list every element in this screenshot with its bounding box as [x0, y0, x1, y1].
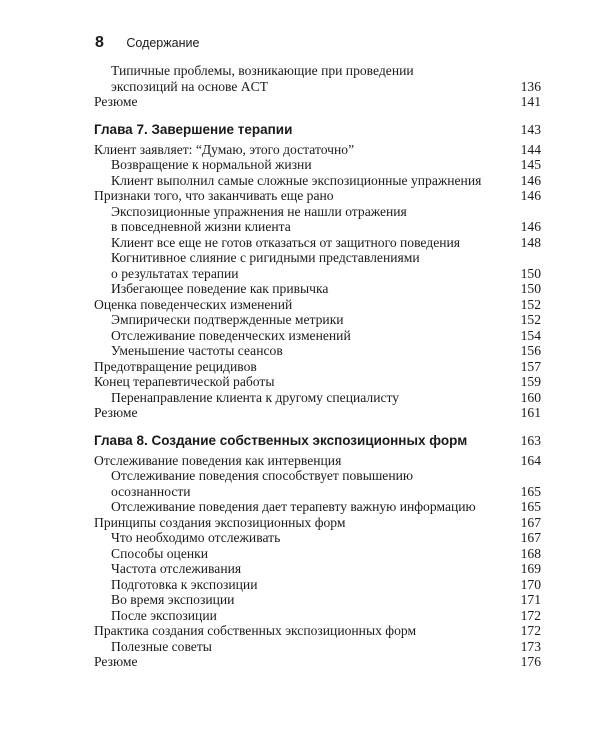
toc-page-number: 172	[520, 607, 541, 623]
toc-entry-title: Отслеживание поведения способствует повышению	[111, 468, 414, 483]
toc-page-number: 154	[520, 327, 541, 343]
toc-subsection-entry	[94, 499, 541, 515]
toc-subsection-entry	[94, 312, 541, 328]
toc-section-entry	[94, 515, 541, 531]
page-number: 8	[95, 34, 104, 51]
toc-entry-title: Глава 8. Создание собственных экспозиционных форм	[94, 432, 468, 448]
toc-subsection-entry	[94, 63, 541, 79]
toc-entry-title: Признаки того, что заканчивать еще рано	[94, 188, 334, 203]
toc-entry-title: Отслеживание поведения как интервенция	[94, 452, 342, 468]
toc-entry-title: Резюме	[94, 94, 138, 109]
toc-page-number: 159	[520, 374, 541, 389]
toc-entry-title: Эмпирически подтвержденные метрики	[111, 312, 344, 327]
toc-subsection-entry	[94, 546, 541, 562]
toc-entry-title: Отслеживание поведения дает терапевту важную информацию	[111, 499, 476, 514]
toc-page-number: 145	[520, 157, 541, 172]
toc-section-entry	[94, 623, 541, 639]
toc-entry-title: Резюме	[94, 654, 138, 669]
toc-entry-title: Подготовка к экспозиции	[111, 576, 258, 592]
toc-subsection-entry	[94, 328, 541, 344]
toc-page-number: 143	[520, 121, 541, 137]
toc-subsection-entry	[94, 390, 541, 406]
toc-entry-title: осознанности	[111, 483, 191, 499]
section-gap	[94, 110, 541, 121]
toc-section-entry	[94, 654, 541, 670]
toc-subsection-entry	[94, 235, 541, 251]
toc-page-number: 163	[520, 432, 541, 448]
toc-subsection-entry	[94, 639, 541, 655]
toc-subsection-entry	[94, 592, 541, 608]
toc-subsection-entry	[94, 530, 541, 546]
toc-page-number: 141	[520, 94, 541, 109]
toc-entry-title: Типичные проблемы, возникающие при проведении	[111, 63, 414, 78]
toc-chapter-heading	[94, 432, 541, 450]
toc-section-entry	[94, 297, 541, 313]
toc-entry-title: Отслеживание поведенческих изменений	[111, 327, 351, 343]
toc-page-number: 136	[520, 78, 541, 94]
toc-entry-title: Избегающее поведение как привычка	[111, 281, 329, 296]
toc-subsection-entry	[94, 608, 541, 624]
toc-subsection-entry	[94, 250, 541, 266]
toc-entry-title: Частота отслеживания	[111, 561, 242, 576]
toc-page-number: 176	[520, 654, 541, 669]
toc-entry-title: Оценка поведенческих изменений	[94, 296, 293, 312]
toc-entry-title: Когнитивное слияние с ригидными представлениями	[111, 250, 420, 265]
toc-entry-title: Возвращение к нормальной жизни	[111, 157, 312, 172]
toc-page-number: 156	[520, 343, 541, 358]
toc-entry-title: Клиент заявляет: “Думаю, этого достаточно”	[94, 141, 355, 157]
toc-entry-title: Способы оценки	[111, 545, 209, 561]
toc-subsection-entry	[94, 561, 541, 577]
toc-subsection-entry	[94, 281, 541, 297]
toc-entry-title: Конец терапевтической работы	[94, 374, 275, 389]
toc-entry-title: Резюме	[94, 405, 138, 420]
toc-page-number: 152	[520, 312, 541, 327]
toc-entry-title: Принципы создания экспозиционных форм	[94, 514, 346, 530]
toc-entry-title: Перенаправление клиента к другому специалисту	[111, 389, 400, 405]
toc-entry-title: Клиент все еще не готов отказаться от защитного поведения	[111, 234, 461, 250]
toc-subsection-entry	[94, 577, 541, 593]
toc-entry-title: Уменьшение частоты сеансов	[111, 343, 283, 358]
page-header	[95, 34, 199, 52]
toc-subsection-entry	[94, 468, 541, 484]
toc-subsection-entry	[94, 79, 541, 95]
toc-page-number: 146	[520, 188, 541, 203]
toc-subsection-entry	[94, 266, 541, 282]
toc-section-entry	[94, 359, 541, 375]
toc-page-number: 161	[520, 405, 541, 420]
toc-entry-title: Глава 7. Завершение терапии	[94, 121, 293, 137]
toc-page-number: 164	[520, 452, 541, 468]
toc-entry-title: После экспозиции	[111, 607, 217, 623]
toc-subsection-entry	[94, 204, 541, 220]
toc-entry-title: Практика создания собственных экспозиционных форм	[94, 623, 417, 638]
toc-entry-title: Что необходимо отслеживать	[111, 530, 281, 545]
toc-page-number: 165	[520, 499, 541, 514]
toc-subsection-entry	[94, 157, 541, 173]
toc-entry-title: Экспозиционные упражнения не нашли отражения	[111, 203, 407, 219]
toc-page-number: 157	[520, 358, 541, 374]
toc-chapter-heading	[94, 121, 541, 139]
toc-entry-title: о результатах терапии	[111, 265, 239, 281]
toc-subsection-entry	[94, 173, 541, 189]
toc-page-number: 171	[520, 592, 541, 607]
toc-page-number: 170	[520, 576, 541, 592]
toc-section-entry	[94, 188, 541, 204]
toc-page-number: 169	[520, 561, 541, 576]
toc-page-number: 168	[520, 545, 541, 561]
toc-page-number: 150	[520, 281, 541, 296]
toc-page-number: 167	[520, 514, 541, 530]
toc-entry-title: Клиент выполнил самые сложные экспозиционные упражнения	[111, 172, 482, 188]
toc-section-entry	[94, 374, 541, 390]
toc-page-number: 146	[520, 219, 541, 234]
toc-page-number: 150	[520, 265, 541, 281]
toc-entry-title: Во время экспозиции	[111, 592, 235, 607]
toc-section-entry	[94, 94, 541, 110]
section-gap	[94, 421, 541, 432]
toc-page-number: 152	[520, 296, 541, 312]
toc-page-number: 173	[520, 638, 541, 654]
toc-page-number: 167	[520, 530, 541, 545]
running-header-title: Содержание	[126, 36, 200, 50]
toc-section-entry	[94, 453, 541, 469]
toc-entry-title: Предотвращение рецидивов	[94, 358, 257, 374]
toc-page-number: 146	[520, 172, 541, 188]
toc-section-entry	[94, 405, 541, 421]
toc-page-number: 160	[520, 389, 541, 405]
toc-subsection-entry	[94, 219, 541, 235]
toc-page-number: 148	[520, 234, 541, 250]
toc-entry-title: в повседневной жизни клиента	[111, 219, 291, 234]
toc-page-number: 165	[520, 483, 541, 499]
toc-section-entry	[94, 142, 541, 158]
toc-subsection-entry	[94, 484, 541, 500]
toc-page-number: 172	[520, 623, 541, 638]
toc-entry-title: Полезные советы	[111, 638, 212, 654]
toc-subsection-entry	[94, 343, 541, 359]
toc-entry-title: экспозиций на основе ACT	[111, 78, 268, 94]
table-of-contents	[94, 63, 541, 670]
toc-page-number: 144	[520, 141, 541, 157]
